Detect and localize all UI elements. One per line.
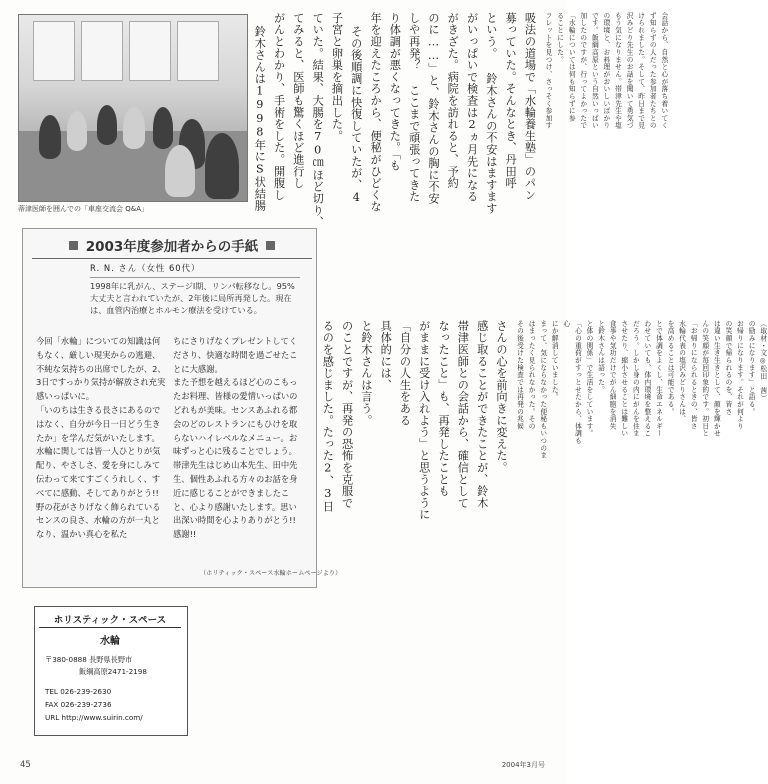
- person-shape: [205, 133, 239, 199]
- contact-address2: 飯綱高原2471-2198: [79, 667, 147, 676]
- letter-source: （ホリティック・スペース水輪ホームページより）: [200, 570, 342, 577]
- contact-address1: 〒380-0888 長野県長野市: [45, 655, 133, 664]
- page-number: 45: [20, 760, 31, 770]
- letter-text-left: 今回「水輪」についての知識は何もなく、厳しい現実からの逃避、不純な気持ちの出席でしたが、2、3日ですっかり気持が解放され充実感いっぱいに。 「いのちは生きる長さにあるのではなく、自分が今日一日どう生きたか」を学んだ気がいたします。 水輪に関しては皆一人ひとりが気配り、やさしさ、愛を身にしみて伝わって来てすごくうれしく、すべてに感動、そしてありがとう!! 野の花がさりげなく飾られているセンスの良さ、水輪の方が一丸となり、温かい真心を私た: [36, 336, 166, 540]
- square-icon: [69, 241, 78, 250]
- person-shape: [39, 115, 61, 159]
- profile-head: R. N. さん（女性 60代）: [90, 263, 201, 273]
- person-shape: [67, 111, 87, 151]
- person-shape: [165, 145, 195, 197]
- article-text-top-left: 吸法の道場で「水輪養生塾」のパン 募っていた。そんなとき、丹田呼 という。 鈴木さんの不安はますます がいっぱいで検査は2ヵ月先になる がきざた。病院を訪れると、予約 のに……」と、鈴木さんの胸に不安 しや再発？ ここまで頑張ってきた り体調が悪くなってきた。「も 年を迎えたころから、便秘がひどくな その後順調に快復していたが、4 子宮と卵巣を摘出した。 ていた。結果、大腸を70㎝ほど切り、 てみると、医師も驚くほど進行し がんとわかり、手術をした。開腹し 鈴木さんは1998年にS状結腸: [253, 12, 537, 228]
- article-text-bottom-a: さんの心を前向きに変えた。 感じ取ることができたことが、鈴木 帯津医師との会話から、確信として なったこと」も、再発したことも がままに受け入れよう」と思うように 「自分の人生をある 具体的には、 と鈴木さんは言う。 のことですが、再発の恐怖を克服で るのを感じました。たった2、3日: [321, 320, 508, 521]
- window-shape: [81, 21, 123, 81]
- person-shape: [153, 107, 173, 149]
- letters-title-text: 2003年度参加者からの手紙: [85, 239, 259, 255]
- contact-subname: 水輪: [100, 636, 120, 647]
- contact-tel: TEL 026-239-2630: [45, 687, 112, 696]
- issue-date: 2004年3月号: [501, 761, 545, 769]
- article-text-bottom-b: （取材・文◎松田 茜） の励みになります」と語る。 お帰りになります。それが何より の笑顔で帰られるのを、皆さ は違い生き生きとして、顔を輝かせ んの笑顔が毎回印象的です。初日と 「お帰りになられるときの、皆さ 水輪代表の塩沢みどりさんは、 を高めることは可能である。 とで体調をよくし、生命エネルギー わせていても、体内環境を整えるこ だろう。しかし身の内にがんを住ま させたり、縮小させることは難しい 食事や気功だけでがん細胞を消失 と鈴木さんは語った。 と体の関係」で生活をしています。 「心の重荷がすっとせたから、体調も 心 にか解消していました。 まって、気にならなかった便秘もいつのま はまったく見られなかった。その その後受けた検査では再発の兆候: [515, 320, 767, 460]
- photo-caption: 蒂津医師を囲んでの「車座交流会 Q&A」: [18, 205, 148, 213]
- contact-name: ホリスティック・スペース: [39, 611, 181, 628]
- contact-fax: FAX 026-239-2736: [45, 700, 112, 709]
- contact-url[interactable]: URL http://www.suirin.com/: [45, 713, 143, 722]
- contact-box: [34, 606, 188, 736]
- window-shape: [177, 21, 219, 81]
- square-icon: [266, 241, 275, 250]
- letter-text-right: ちにさりげなくプレゼントしてくださり、快適な時間を過ごせたことに大感謝。 また予想を越えるほど心のこもったお料理、皆様の愛情いっぱいのどれもが美味。センスあふれる都会のどのレストランにもひけを取らないハイレベルなメニュー。お味ずっと心に残ることでしょう。 帯津先生はじめ山本先生、田中先生、個性あふれる方々のお話を身近に感じることができましたこと、心より感謝いたします。思い出深い時間を心よりありがとう!! 感謝!!: [173, 336, 298, 540]
- profile-text: 1998年に乳がん、ステージⅠ期、リンパ転移なし。95%大丈夫と言われていたが、2年後に局所再発した。現在は、血管内治療とホルモン療法を受けている。: [90, 277, 300, 316]
- letters-title: [32, 232, 312, 259]
- window-shape: [33, 21, 75, 81]
- person-shape: [123, 107, 145, 149]
- photo-seminar: [18, 14, 248, 202]
- window-shape: [129, 21, 171, 81]
- article-text-top-right: 会話から、自然と心が落ち着いてく ず知らずの人だった参加者たちとの けられました。そして、昨日まで見 沢みどり先生のお話を聞いて勇気づ もう気になりません。帯津先生や塩 の環境と、お料理がおいしいばかり です。飯綱高原という自然いっぱい 加したのですが、行ってよかったで 「水輪については何も知らずに参 ることにした。 フレットを見つけ、さっそく参加す: [544, 12, 668, 130]
- person-shape: [97, 105, 117, 145]
